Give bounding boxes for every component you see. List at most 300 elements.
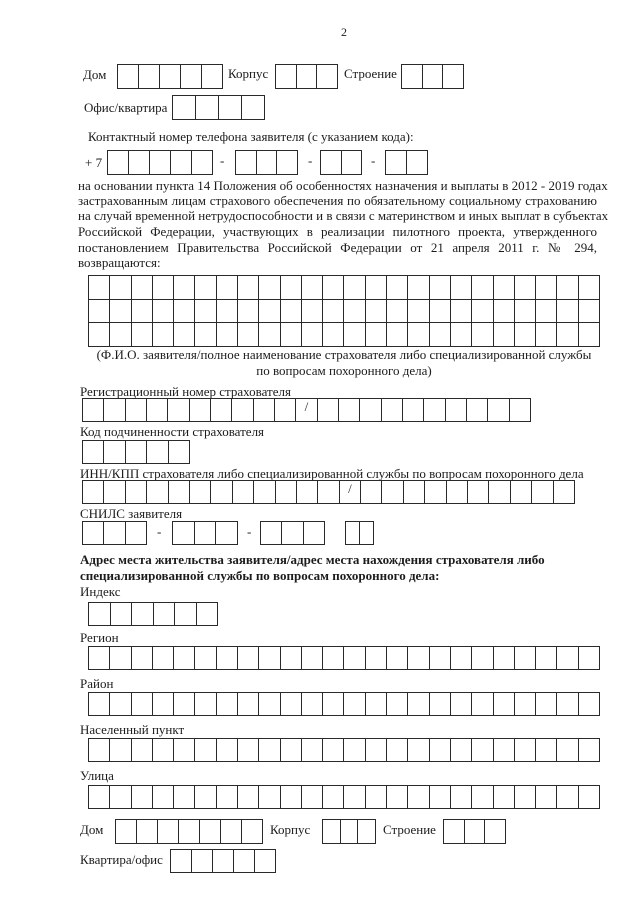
name-cell[interactable] [494,323,515,347]
district-cell[interactable] [536,693,557,716]
inn-kpp-cell[interactable] [361,481,382,504]
index-cell[interactable] [154,603,176,626]
name-cell[interactable] [132,323,153,347]
address-structure-cell[interactable] [485,820,506,844]
name-cell[interactable] [451,276,472,300]
address-house-cell[interactable] [116,820,137,844]
district-cell[interactable] [557,693,578,716]
snils-cell[interactable] [104,522,125,545]
address-house-cell[interactable] [137,820,158,844]
street-cell[interactable] [323,786,344,809]
phone-cell[interactable] [236,151,257,175]
region-cell[interactable] [217,647,238,670]
name-cell[interactable] [579,323,600,347]
district-cell[interactable] [132,693,153,716]
snils-part2-boxes[interactable] [172,521,238,545]
name-cell[interactable] [408,276,429,300]
inn-kpp-cell[interactable] [468,481,489,504]
locality-cell[interactable] [408,739,429,762]
snils-cell[interactable] [83,522,104,545]
snils-cell[interactable] [360,522,374,545]
name-cell[interactable] [217,323,238,347]
locality-cell[interactable] [259,739,280,762]
reg-number-boxes[interactable] [82,398,531,422]
building-cell[interactable] [297,65,318,89]
name-cell[interactable] [302,323,323,347]
street-boxes[interactable] [88,785,600,809]
name-cell[interactable] [259,323,280,347]
inn-kpp-cell[interactable] [190,481,211,504]
inn-kpp-cell[interactable] [425,481,446,504]
address-house-cell[interactable] [221,820,242,844]
locality-cell[interactable] [366,739,387,762]
district-cell[interactable] [89,693,110,716]
street-cell[interactable] [494,786,515,809]
index-cell[interactable] [197,603,219,626]
locality-cell[interactable] [323,739,344,762]
locality-cell[interactable] [344,739,365,762]
locality-cell[interactable] [302,739,323,762]
name-cell[interactable] [387,276,408,300]
reg-number-cell[interactable] [382,399,403,422]
region-cell[interactable] [174,647,195,670]
name-cell[interactable] [536,323,557,347]
reg-number-cell[interactable] [126,399,147,422]
district-cell[interactable] [408,693,429,716]
name-cell[interactable] [89,276,110,300]
reg-number-cell[interactable] [104,399,125,422]
name-cell[interactable] [408,323,429,347]
inn-kpp-cell[interactable] [382,481,403,504]
street-cell[interactable] [302,786,323,809]
phone-cell[interactable] [108,151,129,175]
inn-kpp-cell[interactable] [489,481,510,504]
inn-kpp-cell[interactable] [126,481,147,504]
district-cell[interactable] [494,693,515,716]
locality-boxes[interactable] [88,738,600,762]
snils-cell[interactable] [261,522,282,545]
building-cell[interactable] [317,65,338,89]
district-cell[interactable] [110,693,131,716]
building-cell[interactable] [276,65,297,89]
house-boxes[interactable] [117,64,223,89]
name-cell[interactable] [494,300,515,324]
index-cell[interactable] [132,603,154,626]
name-cell[interactable] [430,300,451,324]
name-cell[interactable] [281,323,302,347]
inn-kpp-cell[interactable] [169,481,190,504]
inn-kpp-cell[interactable] [276,481,297,504]
district-cell[interactable] [259,693,280,716]
name-cell[interactable] [217,276,238,300]
reg-number-cell[interactable] [446,399,467,422]
street-cell[interactable] [451,786,472,809]
name-cell[interactable] [174,323,195,347]
apartment-boxes[interactable] [170,849,276,873]
locality-cell[interactable] [110,739,131,762]
region-cell[interactable] [472,647,493,670]
name-cell[interactable] [344,300,365,324]
name-cell[interactable] [195,300,216,324]
structure-cell[interactable] [443,65,464,89]
inn-kpp-cell[interactable] [254,481,275,504]
phone-cell[interactable] [129,151,150,175]
phone-cell[interactable] [257,151,278,175]
snils-cell[interactable] [282,522,303,545]
name-cell[interactable] [238,323,259,347]
locality-cell[interactable] [132,739,153,762]
subordination-code-boxes[interactable] [82,440,190,464]
index-cell[interactable] [89,603,111,626]
district-cell[interactable] [387,693,408,716]
name-cell[interactable] [302,300,323,324]
locality-cell[interactable] [195,739,216,762]
phone-code-boxes[interactable] [107,150,213,175]
address-house-cell[interactable] [179,820,200,844]
name-cell[interactable] [259,300,280,324]
reg-number-cell[interactable] [275,399,296,422]
apartment-cell[interactable] [213,850,234,873]
reg-number-cell[interactable] [424,399,445,422]
name-cell[interactable] [472,300,493,324]
inn-kpp-cell[interactable] [554,481,575,504]
locality-cell[interactable] [238,739,259,762]
address-building-cell[interactable] [323,820,341,844]
name-cell[interactable] [557,300,578,324]
name-cell[interactable] [515,323,536,347]
phone-cell[interactable] [321,151,342,175]
address-house-cell[interactable] [200,820,221,844]
house-cell[interactable] [202,65,223,89]
region-cell[interactable] [132,647,153,670]
locality-cell[interactable] [451,739,472,762]
building-boxes[interactable] [275,64,338,89]
office-cell[interactable] [242,96,265,120]
phone-cell[interactable] [192,151,213,175]
name-cell[interactable] [451,323,472,347]
district-cell[interactable] [323,693,344,716]
district-cell[interactable] [174,693,195,716]
name-cell[interactable] [557,276,578,300]
name-cell[interactable] [408,300,429,324]
locality-cell[interactable] [174,739,195,762]
snils-check-boxes[interactable] [345,521,374,545]
name-cell[interactable] [259,276,280,300]
street-cell[interactable] [408,786,429,809]
region-cell[interactable] [110,647,131,670]
street-cell[interactable] [557,786,578,809]
inn-kpp-cell[interactable] [83,481,104,504]
name-cell[interactable] [281,300,302,324]
street-cell[interactable] [217,786,238,809]
name-cell[interactable] [557,323,578,347]
locality-cell[interactable] [430,739,451,762]
snils-cell[interactable] [304,522,325,545]
phone-cell[interactable] [150,151,171,175]
reg-number-cell[interactable] [254,399,275,422]
locality-cell[interactable] [217,739,238,762]
street-cell[interactable] [195,786,216,809]
name-cell[interactable] [174,300,195,324]
district-cell[interactable] [217,693,238,716]
name-cell[interactable] [323,300,344,324]
snils-cell[interactable] [173,522,195,545]
inn-kpp-cell[interactable] [233,481,254,504]
name-cell[interactable] [344,276,365,300]
name-cell[interactable] [238,300,259,324]
region-cell[interactable] [494,647,515,670]
phone-part2-boxes[interactable] [320,150,362,175]
name-cell[interactable] [366,300,387,324]
locality-cell[interactable] [89,739,110,762]
district-cell[interactable] [302,693,323,716]
district-cell[interactable] [344,693,365,716]
name-cell[interactable] [344,323,365,347]
region-cell[interactable] [323,647,344,670]
locality-cell[interactable] [515,739,536,762]
region-cell[interactable] [451,647,472,670]
phone-cell[interactable] [386,151,407,175]
snils-part1-boxes[interactable] [82,521,147,545]
street-cell[interactable] [536,786,557,809]
inn-kpp-cell[interactable] [147,481,168,504]
phone-cell[interactable] [407,151,428,175]
name-cell[interactable] [281,276,302,300]
name-cell[interactable] [132,300,153,324]
name-cell[interactable] [472,276,493,300]
district-cell[interactable] [366,693,387,716]
street-cell[interactable] [238,786,259,809]
phone-cell[interactable] [171,151,192,175]
structure-cell[interactable] [402,65,423,89]
inn-kpp-cell[interactable] [318,481,339,504]
region-cell[interactable] [281,647,302,670]
reg-number-cell[interactable] [467,399,488,422]
region-cell[interactable] [195,647,216,670]
district-cell[interactable] [451,693,472,716]
inn-kpp-boxes[interactable] [82,480,575,504]
applicant-name-grid[interactable] [88,275,600,347]
house-cell[interactable] [139,65,160,89]
reg-number-cell[interactable] [318,399,339,422]
subordination-code-cell[interactable] [126,441,147,464]
name-cell[interactable] [430,276,451,300]
street-cell[interactable] [387,786,408,809]
street-cell[interactable] [281,786,302,809]
name-cell[interactable] [579,300,600,324]
reg-number-cell[interactable] [403,399,424,422]
name-cell[interactable] [515,276,536,300]
house-cell[interactable] [118,65,139,89]
phone-part1-boxes[interactable] [235,150,298,175]
index-boxes[interactable] [88,602,218,626]
name-cell[interactable] [302,276,323,300]
locality-cell[interactable] [472,739,493,762]
inn-kpp-cell[interactable] [447,481,468,504]
house-cell[interactable] [160,65,181,89]
region-cell[interactable] [366,647,387,670]
name-cell[interactable] [132,276,153,300]
name-cell[interactable] [366,323,387,347]
region-cell[interactable] [259,647,280,670]
structure-cell[interactable] [423,65,444,89]
address-structure-boxes[interactable] [443,819,506,844]
name-cell[interactable] [238,276,259,300]
reg-number-cell[interactable] [360,399,381,422]
street-cell[interactable] [132,786,153,809]
name-cell[interactable] [110,276,131,300]
inn-kpp-cell[interactable] [104,481,125,504]
district-cell[interactable] [472,693,493,716]
name-cell[interactable] [430,323,451,347]
street-cell[interactable] [472,786,493,809]
district-cell[interactable] [281,693,302,716]
name-cell[interactable] [451,300,472,324]
snils-cell[interactable] [126,522,147,545]
name-cell[interactable] [387,323,408,347]
reg-number-cell[interactable] [190,399,211,422]
region-cell[interactable] [515,647,536,670]
name-cell[interactable] [153,276,174,300]
street-cell[interactable] [430,786,451,809]
name-cell[interactable] [174,276,195,300]
subordination-code-cell[interactable] [169,441,190,464]
name-cell[interactable] [195,276,216,300]
address-house-cell[interactable] [158,820,179,844]
region-cell[interactable] [302,647,323,670]
snils-cell[interactable] [195,522,217,545]
locality-cell[interactable] [536,739,557,762]
reg-number-cell[interactable] [168,399,189,422]
locality-cell[interactable] [557,739,578,762]
locality-cell[interactable] [281,739,302,762]
name-cell[interactable] [110,300,131,324]
snils-cell[interactable] [216,522,238,545]
phone-cell[interactable] [277,151,298,175]
name-cell[interactable] [89,300,110,324]
name-cell[interactable] [536,276,557,300]
subordination-code-cell[interactable] [83,441,104,464]
locality-cell[interactable] [579,739,600,762]
apartment-cell[interactable] [234,850,255,873]
street-cell[interactable] [515,786,536,809]
index-cell[interactable] [175,603,197,626]
reg-number-cell[interactable] [232,399,253,422]
region-cell[interactable] [387,647,408,670]
name-cell[interactable] [472,323,493,347]
structure-boxes[interactable] [401,64,464,89]
reg-number-cell[interactable] [488,399,509,422]
address-building-boxes[interactable] [322,819,376,844]
street-cell[interactable] [366,786,387,809]
subordination-code-cell[interactable] [147,441,168,464]
region-boxes[interactable] [88,646,600,670]
reg-number-cell[interactable] [339,399,360,422]
name-cell[interactable] [153,300,174,324]
reg-number-cell[interactable] [510,399,531,422]
name-cell[interactable] [89,323,110,347]
street-cell[interactable] [579,786,600,809]
street-cell[interactable] [153,786,174,809]
office-cell[interactable] [196,96,219,120]
office-cell[interactable] [219,96,242,120]
apartment-cell[interactable] [192,850,213,873]
inn-kpp-cell[interactable] [340,481,361,504]
name-cell[interactable] [195,323,216,347]
region-cell[interactable] [557,647,578,670]
name-cell[interactable] [536,300,557,324]
inn-kpp-cell[interactable] [532,481,553,504]
address-house-boxes[interactable] [115,819,263,844]
office-boxes[interactable] [172,95,265,120]
name-cell[interactable] [579,276,600,300]
name-cell[interactable] [387,300,408,324]
district-cell[interactable] [515,693,536,716]
phone-cell[interactable] [342,151,363,175]
apartment-cell[interactable] [171,850,192,873]
phone-part3-boxes[interactable] [385,150,428,175]
inn-kpp-cell[interactable] [511,481,532,504]
locality-cell[interactable] [494,739,515,762]
house-cell[interactable] [181,65,202,89]
address-house-cell[interactable] [242,820,263,844]
name-cell[interactable] [515,300,536,324]
name-cell[interactable] [366,276,387,300]
reg-number-cell[interactable] [211,399,232,422]
district-cell[interactable] [195,693,216,716]
region-cell[interactable] [153,647,174,670]
inn-kpp-cell[interactable] [297,481,318,504]
district-cell[interactable] [579,693,600,716]
name-cell[interactable] [323,323,344,347]
name-cell[interactable] [494,276,515,300]
address-structure-cell[interactable] [444,820,465,844]
region-cell[interactable] [238,647,259,670]
name-cell[interactable] [217,300,238,324]
region-cell[interactable] [579,647,600,670]
street-cell[interactable] [110,786,131,809]
snils-cell[interactable] [346,522,360,545]
address-building-cell[interactable] [358,820,376,844]
district-boxes[interactable] [88,692,600,716]
locality-cell[interactable] [387,739,408,762]
office-cell[interactable] [173,96,196,120]
street-cell[interactable] [344,786,365,809]
subordination-code-cell[interactable] [104,441,125,464]
name-cell[interactable] [153,323,174,347]
district-cell[interactable] [238,693,259,716]
inn-kpp-cell[interactable] [404,481,425,504]
locality-cell[interactable] [153,739,174,762]
district-cell[interactable] [153,693,174,716]
reg-number-cell[interactable] [83,399,104,422]
inn-kpp-cell[interactable] [211,481,232,504]
district-cell[interactable] [430,693,451,716]
name-cell[interactable] [110,323,131,347]
reg-number-cell[interactable] [147,399,168,422]
name-cell[interactable] [323,276,344,300]
address-building-cell[interactable] [341,820,359,844]
street-cell[interactable] [174,786,195,809]
apartment-cell[interactable] [255,850,276,873]
snils-part3-boxes[interactable] [260,521,325,545]
region-cell[interactable] [536,647,557,670]
street-cell[interactable] [89,786,110,809]
reg-number-cell[interactable] [296,399,317,422]
region-cell[interactable] [430,647,451,670]
index-cell[interactable] [111,603,133,626]
street-cell[interactable] [259,786,280,809]
